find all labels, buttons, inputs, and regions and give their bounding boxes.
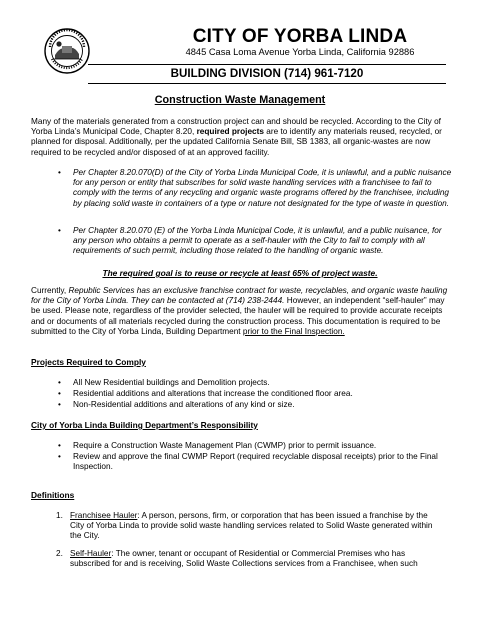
currently-final-inspection: prior to the Final Inspection. (242, 326, 345, 336)
city-address: 4845 Casa Loma Avenue Yorba Linda, California 92886 (185, 47, 415, 57)
definition-franchisee-hauler (70, 511, 440, 542)
header-rule-bottom (88, 83, 446, 84)
definition-term: Self-Hauler (70, 549, 112, 558)
responsibility-item: Require a Construction Waste Management Plan (CWMP) prior to permit issuance. (73, 441, 377, 450)
building-division-phone: BUILDING DIVISION (714) 961-7120 (170, 67, 364, 80)
document-title-text: Construction Waste Management (154, 94, 326, 106)
bullet-icon: • (58, 400, 61, 409)
definition-self-hauler (70, 549, 440, 569)
responsibility-heading: City of Yorba Linda Building Department’s Responsibility (31, 420, 258, 430)
project-item: Residential additions and alterations that increase the conditioned floor area. (73, 389, 353, 398)
intro-text-2: are to identify any materials reused, recycled, or planned for disposal. Additionally, per the updated California Senate Bill, SB 1383, all organic-wastes are now required to be recycled and/or disposed of at an approved facility. (31, 127, 442, 157)
document-title (0, 94, 480, 106)
currently-paragraph (31, 286, 451, 337)
intro-text-1: Many of the materials generated from a construction project can and should be recycled. According to the City of Yorba Linda’s Municipal Code, Chapter 8.20, (31, 117, 441, 137)
project-item: Non-Residential additions and alterations of any kind or size. (73, 400, 295, 409)
definition-text: A person, persons, firm, or corporation that has been issued a franchise by the City of Yorba Linda to provide solid waste handling services related to Solid Waste generated within the City. (70, 511, 433, 541)
definition-number: 1. (56, 511, 63, 520)
header-rule-top (88, 64, 446, 65)
intro-paragraph (31, 117, 451, 158)
definition-text: The owner, tenant or occupant of Residential or Commercial Premises who has subscribed for and is receiving, Solid Waste Collections services from a Franchisee, when such (70, 549, 418, 569)
bullet-icon: • (58, 441, 61, 450)
bullet-icon: • (58, 389, 61, 398)
currently-text-1: Currently, (31, 286, 69, 295)
recycling-goal: The required goal is to reuse or recycle at least 65% of project waste. (102, 268, 378, 278)
bullet-icon: • (58, 226, 61, 235)
city-name: CITY OF YORBA LINDA (192, 26, 408, 47)
currently-text-2: However, an independent “self-hauler” may be used. Please note, regardless of the provider selected, the hauler will be required to provide accurate receipts and or documents of all materials recycled during the construction process. This documentation is required to be submitted to the City of Yorba Linda, Building Department (31, 296, 445, 336)
city-seal-logo (44, 28, 90, 74)
definition-number: 2. (56, 549, 63, 558)
bullet-icon: • (58, 378, 61, 387)
definitions-heading: Definitions (31, 490, 75, 500)
definition-term: Franchisee Hauler (70, 511, 138, 520)
code-bullet-d: Per Chapter 8.20.070(D) of the City of Yorba Linda Municipal Code, it is unlawful, and a public nuisance for any person or entity that subscribes for solid waste handling services with a franchisee to fail to comply with the terms of any recycling and organic waste programs offered by the franchisee, including by placing solid waste in containers of a type or nature not designated for the type of waste in question. (73, 168, 452, 208)
projects-heading: Projects Required to Comply (31, 357, 146, 367)
currently-republic-services: Republic Services has an exclusive franchise contract for waste, recyclables, and organic waste hauling for the City of Yorba Linda. They can be contacted at (714) 238-2444. (31, 286, 448, 306)
definition-punct: : (137, 511, 140, 520)
intro-required-projects: required projects (196, 127, 264, 137)
project-item: All New Residential buildings and Demolition projects. (73, 378, 270, 387)
responsibility-item: Review and approve the final CWMP Report (required recyclable disposal receipts) prior to the Final Inspection. (73, 452, 438, 472)
definition-punct: : (111, 549, 114, 558)
code-bullet-e: Per Chapter 8.20.070 (E) of the Yorba Linda Municipal Code, it is unlawful, and a public nuisance, for any person who obtains a permit to operate as a self-hauler with the City to fail to comply with all requirements of such permit, including those related to the handling of organic waste. (73, 226, 442, 256)
bullet-icon: • (58, 168, 61, 177)
bullet-icon: • (58, 452, 61, 461)
